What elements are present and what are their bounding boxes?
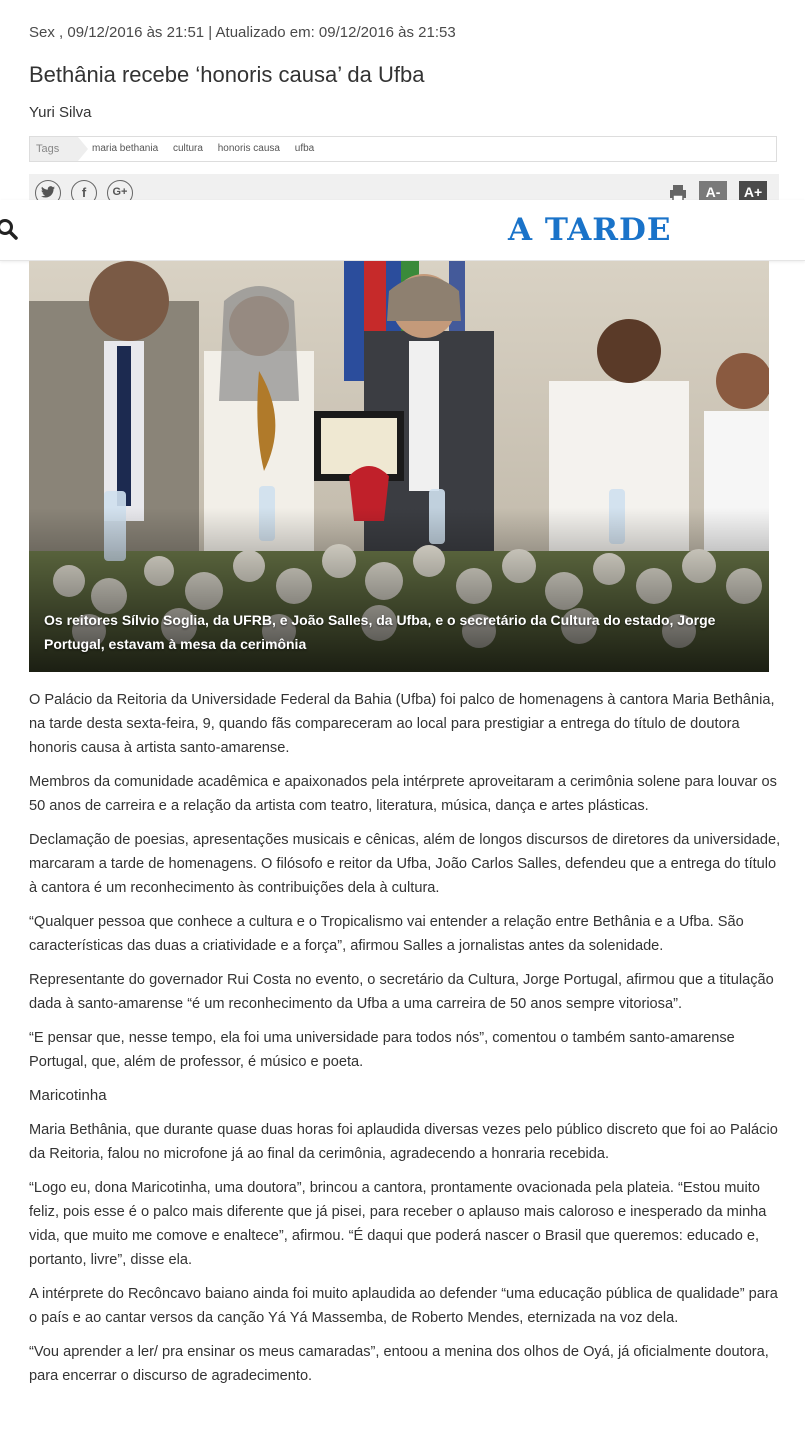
tag-link[interactable]: honoris causa — [217, 143, 280, 154]
search-icon[interactable] — [0, 218, 18, 240]
article-paragraph: “E pensar que, nesse tempo, ela foi uma universidade para todos nós”, comentou o também santo-amarense Portugal, que, além de professor, é músico e poeta. — [29, 1030, 735, 1070]
article-body — [29, 688, 781, 1398]
tag-link[interactable]: maria bethania — [92, 143, 159, 154]
article-paragraph: Maria Bethânia, que durante quase duas horas foi aplaudida diversas vezes pelo público discreto que foi ao Palácio da Reitoria, falou no microfone já ao final da cerimônia, agradecendo a honraria recebida. — [29, 1122, 778, 1162]
article-paragraph: A intérprete do Recôncavo baiano ainda foi muito aplaudida ao defender “uma educação pública de qualidade” para o país e ao cantar versos da canção Yá Yá Massemba, de Roberto Mendes, eternizada na voz dela. — [29, 1286, 778, 1326]
facebook-icon[interactable]: f — [71, 180, 97, 206]
font-decrease-button[interactable]: A- — [699, 181, 727, 205]
tag-link[interactable]: ufba — [294, 143, 315, 154]
article-paragraph: “Qualquer pessoa que conhece a cultura e o Tropicalismo vai entender a relação entre Bethânia e a Ufba. São características das duas a criatividade e a força”, afirmou Salles a jornalistas antes da solenidade. — [29, 914, 744, 954]
author-name[interactable]: Yuri Silva — [29, 104, 92, 121]
share-toolbar — [29, 174, 779, 202]
google-plus-icon[interactable]: G+ — [107, 180, 133, 206]
article-paragraph: O Palácio da Reitoria da Universidade Federal da Bahia (Ufba) foi palco de homenagens à cantora Maria Bethânia, na tarde desta sexta-feira, 9, quando fãs compareceram ao local para prestigiar a entrega do título de doutora honoris causa à artista santo-amarense. — [29, 692, 775, 756]
article-photo — [29, 261, 769, 672]
article-paragraph: “Vou aprender a ler/ pra ensinar os meus camaradas”, entoou a menina dos olhos de Oyá, já oficialmente doutora, para encerrar o discurso de agradecimento. — [29, 1344, 769, 1384]
site-logo[interactable]: A TARDE — [508, 212, 672, 248]
site-header — [0, 200, 805, 261]
publish-date: Sex , 09/12/2016 às 21:51 | Atualizado em: 09/12/2016 às 21:53 — [29, 24, 456, 41]
article-subheading: Maricotinha — [29, 1087, 107, 1104]
article-paragraph: Membros da comunidade acadêmica e apaixonados pela intérprete aproveitaram a cerimônia solene para louvar os 50 anos de carreira e a relação da artista com teatro, literatura, música, dança e artes plásticas. — [29, 774, 777, 814]
tag-link[interactable]: cultura — [172, 143, 203, 154]
photo-caption: Os reitores Sílvio Soglia, da UFRB, e João Salles, da Ufba, e o secretário da Cultura do estado, Jorge Portugal, estavam à mesa da cerimônia — [44, 612, 716, 652]
tags-list — [92, 137, 326, 161]
article-paragraph: “Logo eu, dona Maricotinha, uma doutora”, brincou a cantora, prontamente ovacionada pela plateia. “Estou muito feliz, pois esse é o palco mais diferente que já pisei, para receber o aplauso mais caloroso e inesperado da minha vida, que muito me comove e enaltece”, afirmou. “É daqui que poderá nascer o Brasil que queremos: educado e, portanto, livre”, disse ela. — [29, 1180, 767, 1268]
article-paragraph: Declamação de poesias, apresentações musicais e cênicas, além de longos discursos de diretores da universidade, marcaram a tarde de homenagens. O filósofo e reitor da Ufba, João Carlos Salles, defendeu que a entrega do título à cantora é um reconhecimento às contribuições dela à cultura. — [29, 832, 781, 896]
article-paragraph: Representante do governador Rui Costa no evento, o secretário da Cultura, Jorge Portugal, afirmou que a titulação dada à santo-amarense “é um reconhecimento da Ufba a uma carreira de 50 anos sempre vitoriosa”. — [29, 972, 774, 1012]
tags-label: Tags — [30, 137, 78, 161]
font-increase-button[interactable]: A+ — [739, 181, 767, 205]
article-title: Bethânia recebe ‘honoris causa’ da Ufba — [29, 62, 425, 87]
tags-bar — [29, 136, 777, 162]
